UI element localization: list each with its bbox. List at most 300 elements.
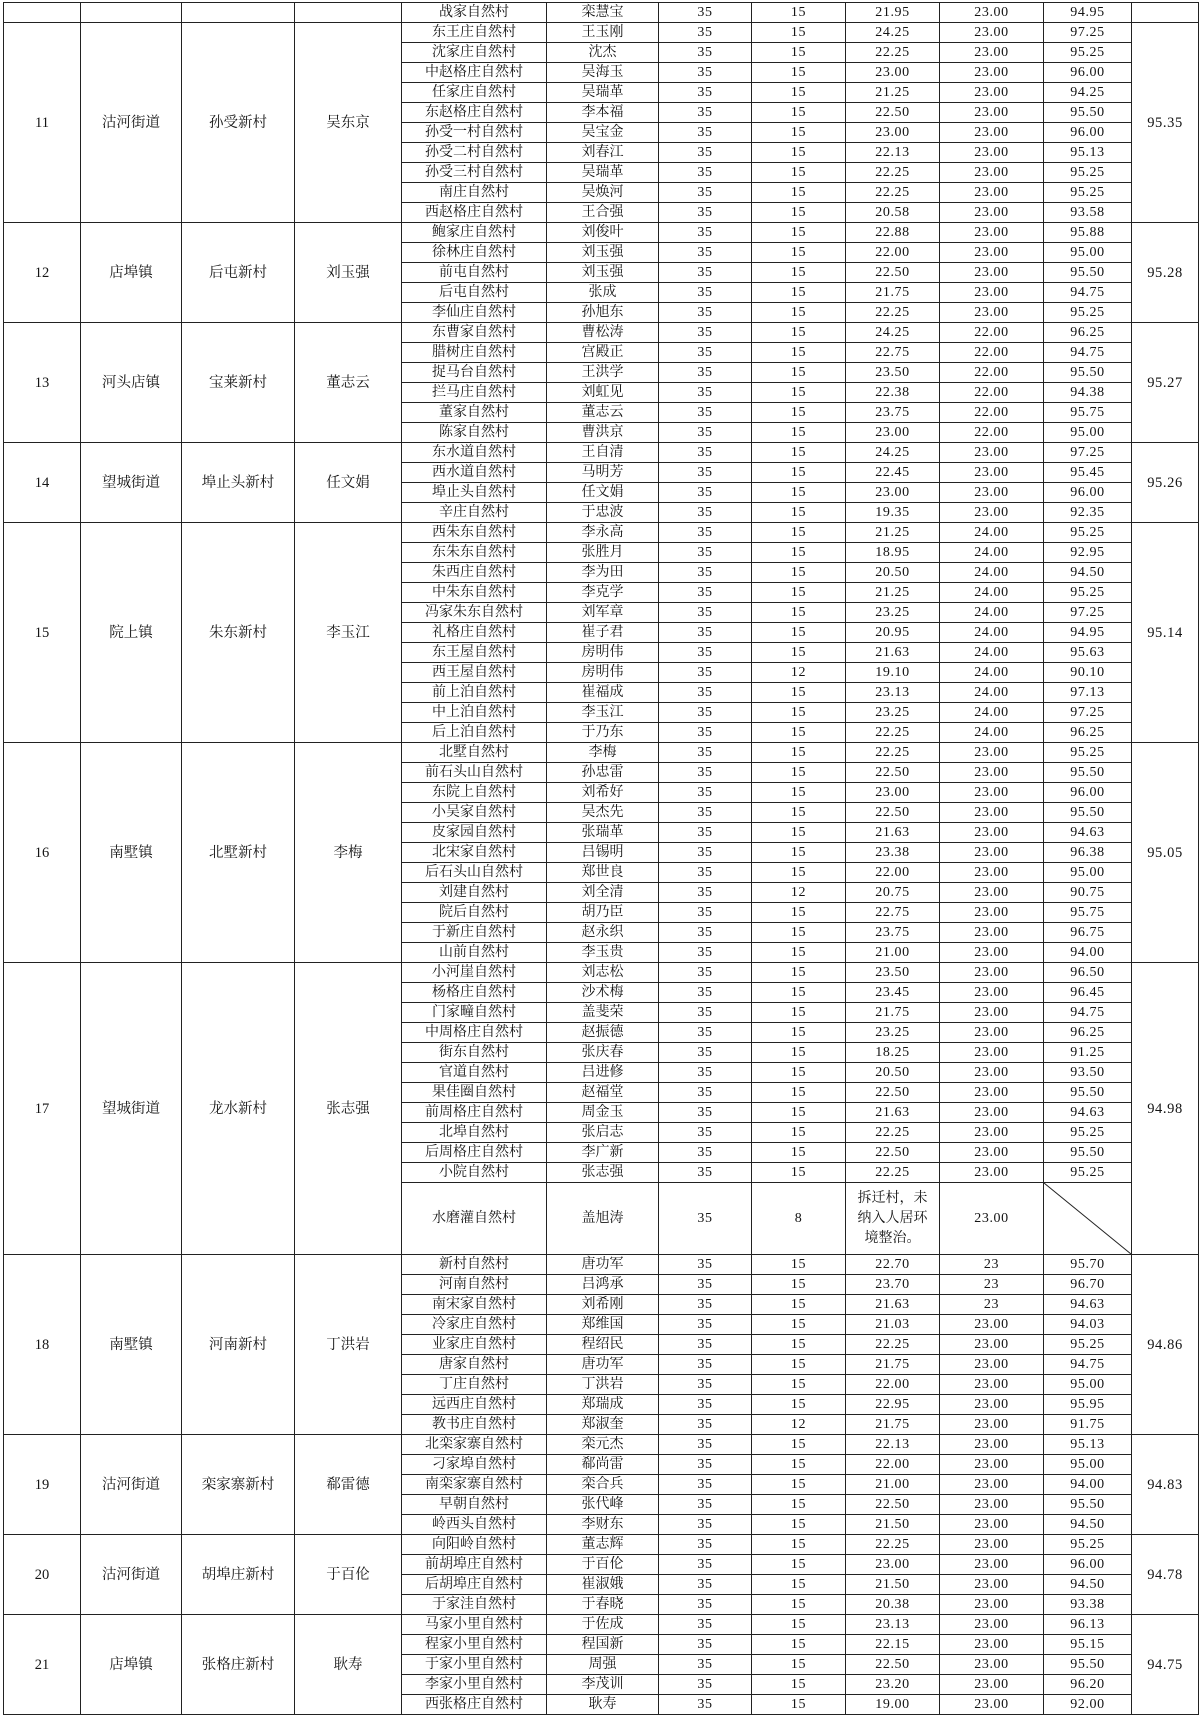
street-cell: 河头店镇 <box>81 323 182 443</box>
value-a-cell: 35 <box>659 1183 752 1255</box>
street-cell: 院上镇 <box>81 523 182 743</box>
natural-village-cell: 小河崖自然村 <box>402 963 547 983</box>
value-c-cell: 23.00 <box>940 803 1044 823</box>
score-cell: 22.70 <box>846 1255 940 1275</box>
natural-village-cell: 刁家埠自然村 <box>402 1455 547 1475</box>
score-cell: 22.45 <box>846 463 940 483</box>
score-cell: 23.38 <box>846 843 940 863</box>
value-c-cell: 23.00 <box>940 1023 1044 1043</box>
value-b-cell: 15 <box>752 983 846 1003</box>
table-row <box>4 3 1199 23</box>
total-cell: 96.25 <box>1044 323 1132 343</box>
contact-person-cell: 宫殿正 <box>547 343 659 363</box>
natural-village-cell: 陈家自然村 <box>402 423 547 443</box>
score-cell: 23.00 <box>846 1555 940 1575</box>
value-c-cell: 23.00 <box>940 763 1044 783</box>
value-c-cell: 23.00 <box>940 1083 1044 1103</box>
value-a-cell: 35 <box>659 1043 752 1063</box>
contact-person-cell: 栾合兵 <box>547 1475 659 1495</box>
leader-cell: 刘玉强 <box>295 223 402 323</box>
natural-village-cell: 任家庄自然村 <box>402 83 547 103</box>
score-cell: 21.00 <box>846 943 940 963</box>
total-cell: 97.25 <box>1044 23 1132 43</box>
score-cell <box>846 1183 940 1255</box>
value-c-cell: 24.00 <box>940 543 1044 563</box>
score-cell: 22.95 <box>846 1395 940 1415</box>
value-c-cell: 24.00 <box>940 643 1044 663</box>
natural-village-cell: 西水道自然村 <box>402 463 547 483</box>
natural-village-cell: 西张格庄自然村 <box>402 1695 547 1715</box>
value-c-cell: 23.00 <box>940 183 1044 203</box>
rank-cell: 12 <box>4 223 81 323</box>
contact-person-cell: 崔福成 <box>547 683 659 703</box>
value-b-cell: 15 <box>752 363 846 383</box>
score-cell: 22.50 <box>846 263 940 283</box>
leader-cell: 吴东京 <box>295 23 402 223</box>
value-b-cell: 12 <box>752 883 846 903</box>
rank-cell: 18 <box>4 1255 81 1435</box>
value-c-cell: 23 <box>940 1275 1044 1295</box>
value-b-cell: 15 <box>752 23 846 43</box>
score-cell: 23.00 <box>846 63 940 83</box>
value-c-cell: 23.00 <box>940 263 1044 283</box>
score-cell: 21.95 <box>846 3 940 23</box>
natural-village-cell: 南庄自然村 <box>402 183 547 203</box>
value-c-cell: 23.00 <box>940 103 1044 123</box>
score-cell: 22.50 <box>846 103 940 123</box>
contact-person-cell: 吴瑞革 <box>547 83 659 103</box>
value-b-cell: 8 <box>752 1183 846 1255</box>
value-a-cell: 35 <box>659 243 752 263</box>
total-cell: 96.25 <box>1044 1023 1132 1043</box>
score-cell: 21.25 <box>846 83 940 103</box>
value-b-cell: 15 <box>752 763 846 783</box>
natural-village-cell: 远西庄自然村 <box>402 1395 547 1415</box>
score-cell: 23.25 <box>846 603 940 623</box>
value-c-cell: 23.00 <box>940 163 1044 183</box>
natural-village-cell: 后屯自然村 <box>402 283 547 303</box>
natural-village-cell: 后上泊自然村 <box>402 723 547 743</box>
contact-person-cell: 栾元杰 <box>547 1435 659 1455</box>
natural-village-cell: 前石头山自然村 <box>402 763 547 783</box>
total-cell: 95.00 <box>1044 243 1132 263</box>
contact-person-cell: 沙术梅 <box>547 983 659 1003</box>
natural-village-cell: 唐家自然村 <box>402 1355 547 1375</box>
contact-person-cell: 郗尚雷 <box>547 1455 659 1475</box>
value-b-cell: 15 <box>752 1515 846 1535</box>
contact-person-cell: 刘希好 <box>547 783 659 803</box>
total-cell: 96.75 <box>1044 923 1132 943</box>
value-c-cell: 23 <box>940 1295 1044 1315</box>
value-b-cell: 15 <box>752 1255 846 1275</box>
total-cell: 96.13 <box>1044 1615 1132 1635</box>
natural-village-cell: 于家洼自然村 <box>402 1595 547 1615</box>
value-b-cell: 15 <box>752 1315 846 1335</box>
value-a-cell: 35 <box>659 423 752 443</box>
value-b-cell: 15 <box>752 1275 846 1295</box>
value-a-cell: 35 <box>659 503 752 523</box>
value-a-cell: 35 <box>659 1515 752 1535</box>
value-c-cell: 23.00 <box>940 1103 1044 1123</box>
natural-village-cell: 杨格庄自然村 <box>402 983 547 1003</box>
contact-person-cell: 董志辉 <box>547 1535 659 1555</box>
value-b-cell: 15 <box>752 1295 846 1315</box>
natural-village-cell: 院后自然村 <box>402 903 547 923</box>
total-cell: 94.95 <box>1044 623 1132 643</box>
value-c-cell: 23.00 <box>940 1535 1044 1555</box>
average-cell: 95.27 <box>1132 323 1199 443</box>
score-cell: 20.38 <box>846 1595 940 1615</box>
average-cell: 94.78 <box>1132 1535 1199 1615</box>
value-a-cell: 35 <box>659 363 752 383</box>
average-cell: 95.05 <box>1132 743 1199 963</box>
value-c-cell: 23.00 <box>940 823 1044 843</box>
natural-village-cell: 前周格庄自然村 <box>402 1103 547 1123</box>
value-b-cell: 15 <box>752 443 846 463</box>
score-cell: 22.38 <box>846 383 940 403</box>
total-cell: 96.25 <box>1044 723 1132 743</box>
score-cell: 23.75 <box>846 923 940 943</box>
contact-person-cell: 赵永织 <box>547 923 659 943</box>
total-cell: 96.00 <box>1044 483 1132 503</box>
natural-village-cell: 前胡埠庄自然村 <box>402 1555 547 1575</box>
total-cell: 95.50 <box>1044 803 1132 823</box>
score-cell: 22.50 <box>846 1083 940 1103</box>
value-c-cell: 24.00 <box>940 563 1044 583</box>
value-a-cell: 35 <box>659 663 752 683</box>
value-b-cell: 15 <box>752 1335 846 1355</box>
value-b-cell: 15 <box>752 283 846 303</box>
value-c-cell: 23.00 <box>940 1435 1044 1455</box>
value-b-cell: 15 <box>752 863 846 883</box>
contact-person-cell: 刘全清 <box>547 883 659 903</box>
total-cell: 95.25 <box>1044 743 1132 763</box>
score-cell: 22.25 <box>846 743 940 763</box>
total-cell: 95.00 <box>1044 1375 1132 1395</box>
contact-person-cell: 王玉刚 <box>547 23 659 43</box>
value-c-cell: 23.00 <box>940 1063 1044 1083</box>
natural-village-cell: 水磨灌自然村 <box>402 1183 547 1255</box>
natural-village-cell: 山前自然村 <box>402 943 547 963</box>
score-cell: 23.20 <box>846 1675 940 1695</box>
total-cell: 91.25 <box>1044 1043 1132 1063</box>
total-cell: 95.25 <box>1044 303 1132 323</box>
score-cell: 22.50 <box>846 1495 940 1515</box>
contact-person-cell: 刘春江 <box>547 143 659 163</box>
score-cell: 22.15 <box>846 1635 940 1655</box>
total-cell: 94.38 <box>1044 383 1132 403</box>
score-cell: 21.50 <box>846 1575 940 1595</box>
table-row <box>4 323 1199 343</box>
total-cell: 95.75 <box>1044 403 1132 423</box>
natural-village-cell: 孙受二村自然村 <box>402 143 547 163</box>
contact-person-cell: 郑世良 <box>547 863 659 883</box>
natural-village-cell: 丁庄自然村 <box>402 1375 547 1395</box>
average-cell: 94.75 <box>1132 1615 1199 1715</box>
value-c-cell: 24.00 <box>940 683 1044 703</box>
value-a-cell: 35 <box>659 1595 752 1615</box>
natural-village-cell: 马家小里自然村 <box>402 1615 547 1635</box>
value-a-cell: 35 <box>659 1335 752 1355</box>
natural-village-cell: 后周格庄自然村 <box>402 1143 547 1163</box>
average-cell: 94.86 <box>1132 1255 1199 1435</box>
natural-village-cell: 北埠自然村 <box>402 1123 547 1143</box>
natural-village-cell: 中朱东自然村 <box>402 583 547 603</box>
value-c-cell: 22.00 <box>940 423 1044 443</box>
contact-person-cell: 吕鸿承 <box>547 1275 659 1295</box>
natural-village-cell: 冷家庄自然村 <box>402 1315 547 1335</box>
total-cell: 96.00 <box>1044 123 1132 143</box>
value-a-cell: 35 <box>659 43 752 63</box>
score-cell: 19.10 <box>846 663 940 683</box>
score-cell: 22.13 <box>846 1435 940 1455</box>
score-cell: 20.50 <box>846 563 940 583</box>
value-c-cell: 23.00 <box>940 1675 1044 1695</box>
value-c-cell: 22.00 <box>940 323 1044 343</box>
natural-village-cell: 中赵格庄自然村 <box>402 63 547 83</box>
contact-person-cell: 李茂训 <box>547 1675 659 1695</box>
value-c-cell: 23.00 <box>940 83 1044 103</box>
value-a-cell: 35 <box>659 143 752 163</box>
natural-village-cell: 北宋家自然村 <box>402 843 547 863</box>
natural-village-cell: 南宋家自然村 <box>402 1295 547 1315</box>
natural-village-cell: 西王屋自然村 <box>402 663 547 683</box>
street-cell: 南墅镇 <box>81 1255 182 1435</box>
value-c-cell: 24.00 <box>940 523 1044 543</box>
natural-village-cell: 河南自然村 <box>402 1275 547 1295</box>
value-a-cell: 35 <box>659 1655 752 1675</box>
natural-village-cell: 门家疃自然村 <box>402 1003 547 1023</box>
natural-village-cell: 腊树庄自然村 <box>402 343 547 363</box>
value-b-cell: 15 <box>752 1615 846 1635</box>
total-cell: 95.50 <box>1044 263 1132 283</box>
total-cell: 95.25 <box>1044 583 1132 603</box>
contact-person-cell: 李克学 <box>547 583 659 603</box>
contact-person-cell: 唐功军 <box>547 1255 659 1275</box>
value-b-cell: 12 <box>752 1415 846 1435</box>
value-c-cell: 23.00 <box>940 1123 1044 1143</box>
value-a-cell: 35 <box>659 683 752 703</box>
value-a-cell: 35 <box>659 203 752 223</box>
table-row <box>4 963 1199 983</box>
score-cell: 23.00 <box>846 783 940 803</box>
total-cell: 95.50 <box>1044 103 1132 123</box>
value-b-cell: 15 <box>752 1123 846 1143</box>
total-cell: 95.50 <box>1044 363 1132 383</box>
total-cell: 95.88 <box>1044 223 1132 243</box>
value-b-cell: 15 <box>752 803 846 823</box>
value-a-cell: 35 <box>659 63 752 83</box>
value-a-cell: 35 <box>659 823 752 843</box>
score-cell: 21.63 <box>846 1295 940 1315</box>
value-c-cell: 23.00 <box>940 1595 1044 1615</box>
score-cell: 23.00 <box>846 123 940 143</box>
total-cell: 92.95 <box>1044 543 1132 563</box>
street-cell <box>81 3 182 23</box>
value-c-cell: 23.00 <box>940 23 1044 43</box>
leader-cell: 耿寿 <box>295 1615 402 1715</box>
value-b-cell: 15 <box>752 223 846 243</box>
contact-person-cell: 任文娟 <box>547 483 659 503</box>
value-a-cell: 35 <box>659 443 752 463</box>
value-a-cell: 35 <box>659 623 752 643</box>
contact-person-cell: 张胜月 <box>547 543 659 563</box>
value-b-cell: 15 <box>752 603 846 623</box>
value-a-cell: 35 <box>659 863 752 883</box>
new-village-cell: 后屯新村 <box>182 223 295 323</box>
value-a-cell: 35 <box>659 723 752 743</box>
contact-person-cell: 李玉江 <box>547 703 659 723</box>
value-a-cell: 35 <box>659 283 752 303</box>
value-b-cell: 15 <box>752 103 846 123</box>
score-cell: 22.25 <box>846 1335 940 1355</box>
value-b-cell: 15 <box>752 483 846 503</box>
contact-person-cell: 吴焕河 <box>547 183 659 203</box>
contact-person-cell: 马明芳 <box>547 463 659 483</box>
value-a-cell: 35 <box>659 603 752 623</box>
leader-cell: 于百伦 <box>295 1535 402 1615</box>
score-cell: 21.25 <box>846 523 940 543</box>
value-c-cell: 23.00 <box>940 463 1044 483</box>
value-c-cell: 22.00 <box>940 343 1044 363</box>
natural-village-cell: 早朝自然村 <box>402 1495 547 1515</box>
score-cell: 20.50 <box>846 1063 940 1083</box>
natural-village-cell: 西朱东自然村 <box>402 523 547 543</box>
value-c-cell: 23.00 <box>940 1695 1044 1715</box>
total-cell: 96.20 <box>1044 1675 1132 1695</box>
score-cell: 22.25 <box>846 1535 940 1555</box>
value-c-cell: 23.00 <box>940 443 1044 463</box>
total-cell: 94.75 <box>1044 1355 1132 1375</box>
contact-person-cell: 张庆春 <box>547 1043 659 1063</box>
note-text: 拆迁村，未纳入人居环境整治。 <box>857 1190 928 1246</box>
contact-person-cell: 周金玉 <box>547 1103 659 1123</box>
contact-person-cell: 栾慧宝 <box>547 3 659 23</box>
value-b-cell: 15 <box>752 163 846 183</box>
rank-cell: 21 <box>4 1615 81 1715</box>
value-b-cell: 15 <box>752 743 846 763</box>
score-cell: 21.63 <box>846 823 940 843</box>
leader-cell: 张志强 <box>295 963 402 1255</box>
natural-village-cell: 小院自然村 <box>402 1163 547 1183</box>
value-b-cell: 15 <box>752 63 846 83</box>
value-c-cell: 24.00 <box>940 583 1044 603</box>
contact-person-cell: 李财东 <box>547 1515 659 1535</box>
value-c-cell: 23.00 <box>940 983 1044 1003</box>
new-village-cell: 河南新村 <box>182 1255 295 1435</box>
natural-village-cell: 拦马庄自然村 <box>402 383 547 403</box>
value-b-cell: 15 <box>752 3 846 23</box>
value-b-cell: 15 <box>752 1475 846 1495</box>
value-b-cell: 15 <box>752 1495 846 1515</box>
value-a-cell: 35 <box>659 1675 752 1695</box>
value-c-cell: 23.00 <box>940 1575 1044 1595</box>
score-cell: 22.50 <box>846 803 940 823</box>
score-cell: 20.58 <box>846 203 940 223</box>
natural-village-cell: 北墅自然村 <box>402 743 547 763</box>
new-village-cell: 栾家寨新村 <box>182 1435 295 1535</box>
natural-village-cell: 岭西头自然村 <box>402 1515 547 1535</box>
natural-village-cell: 李仙庄自然村 <box>402 303 547 323</box>
new-village-cell: 张格庄新村 <box>182 1615 295 1715</box>
contact-person-cell: 耿寿 <box>547 1695 659 1715</box>
total-cell: 94.63 <box>1044 1103 1132 1123</box>
contact-person-cell: 孙旭东 <box>547 303 659 323</box>
total-cell: 96.45 <box>1044 983 1132 1003</box>
score-cell: 23.00 <box>846 483 940 503</box>
contact-person-cell: 张瑞革 <box>547 823 659 843</box>
table-row <box>4 223 1199 243</box>
score-cell: 22.25 <box>846 723 940 743</box>
contact-person-cell: 张代峰 <box>547 1495 659 1515</box>
value-c-cell: 23.00 <box>940 243 1044 263</box>
natural-village-cell: 沈家庄自然村 <box>402 43 547 63</box>
natural-village-cell: 南栾家寨自然村 <box>402 1475 547 1495</box>
natural-village-cell: 冯家朱东自然村 <box>402 603 547 623</box>
contact-person-cell: 孙忠雷 <box>547 763 659 783</box>
total-cell: 94.50 <box>1044 563 1132 583</box>
value-a-cell: 35 <box>659 1003 752 1023</box>
value-a-cell: 35 <box>659 1083 752 1103</box>
contact-person-cell: 盖旭涛 <box>547 1183 659 1255</box>
total-cell: 95.70 <box>1044 1255 1132 1275</box>
total-cell: 94.25 <box>1044 83 1132 103</box>
score-cell: 23.13 <box>846 683 940 703</box>
street-cell: 店埠镇 <box>81 1615 182 1715</box>
value-c-cell: 23.00 <box>940 883 1044 903</box>
total-cell: 95.13 <box>1044 143 1132 163</box>
natural-village-cell: 西赵格庄自然村 <box>402 203 547 223</box>
value-b-cell: 15 <box>752 1083 846 1103</box>
value-c-cell: 23.00 <box>940 43 1044 63</box>
street-cell: 望城街道 <box>81 443 182 523</box>
natural-village-cell: 皮家园自然村 <box>402 823 547 843</box>
contact-person-cell: 崔子君 <box>547 623 659 643</box>
score-cell: 22.00 <box>846 243 940 263</box>
value-b-cell: 15 <box>752 1395 846 1415</box>
value-a-cell: 35 <box>659 963 752 983</box>
new-village-cell: 宝莱新村 <box>182 323 295 443</box>
contact-person-cell: 丁洪岩 <box>547 1375 659 1395</box>
value-c-cell: 23 <box>940 1255 1044 1275</box>
total-cell: 96.00 <box>1044 783 1132 803</box>
natural-village-cell: 北栾家寨自然村 <box>402 1435 547 1455</box>
value-c-cell: 23.00 <box>940 943 1044 963</box>
value-b-cell: 15 <box>752 923 846 943</box>
total-cell: 93.50 <box>1044 1063 1132 1083</box>
value-c-cell: 22.00 <box>940 383 1044 403</box>
contact-person-cell: 吴杰先 <box>547 803 659 823</box>
value-c-cell: 23.00 <box>940 1415 1044 1435</box>
new-village-cell: 胡埠庄新村 <box>182 1535 295 1615</box>
total-cell: 95.63 <box>1044 643 1132 663</box>
value-b-cell: 15 <box>752 383 846 403</box>
value-a-cell: 35 <box>659 1635 752 1655</box>
natural-village-cell: 果佳圈自然村 <box>402 1083 547 1103</box>
value-b-cell: 15 <box>752 643 846 663</box>
score-cell: 22.00 <box>846 863 940 883</box>
score-cell: 22.00 <box>846 1455 940 1475</box>
value-a-cell: 35 <box>659 703 752 723</box>
total-cell: 95.50 <box>1044 1655 1132 1675</box>
natural-village-cell: 于家小里自然村 <box>402 1655 547 1675</box>
total-cell <box>1044 1183 1132 1255</box>
value-b-cell: 15 <box>752 1003 846 1023</box>
value-b-cell: 15 <box>752 263 846 283</box>
average-cell: 94.83 <box>1132 1435 1199 1535</box>
street-cell: 店埠镇 <box>81 223 182 323</box>
value-b-cell: 15 <box>752 1655 846 1675</box>
